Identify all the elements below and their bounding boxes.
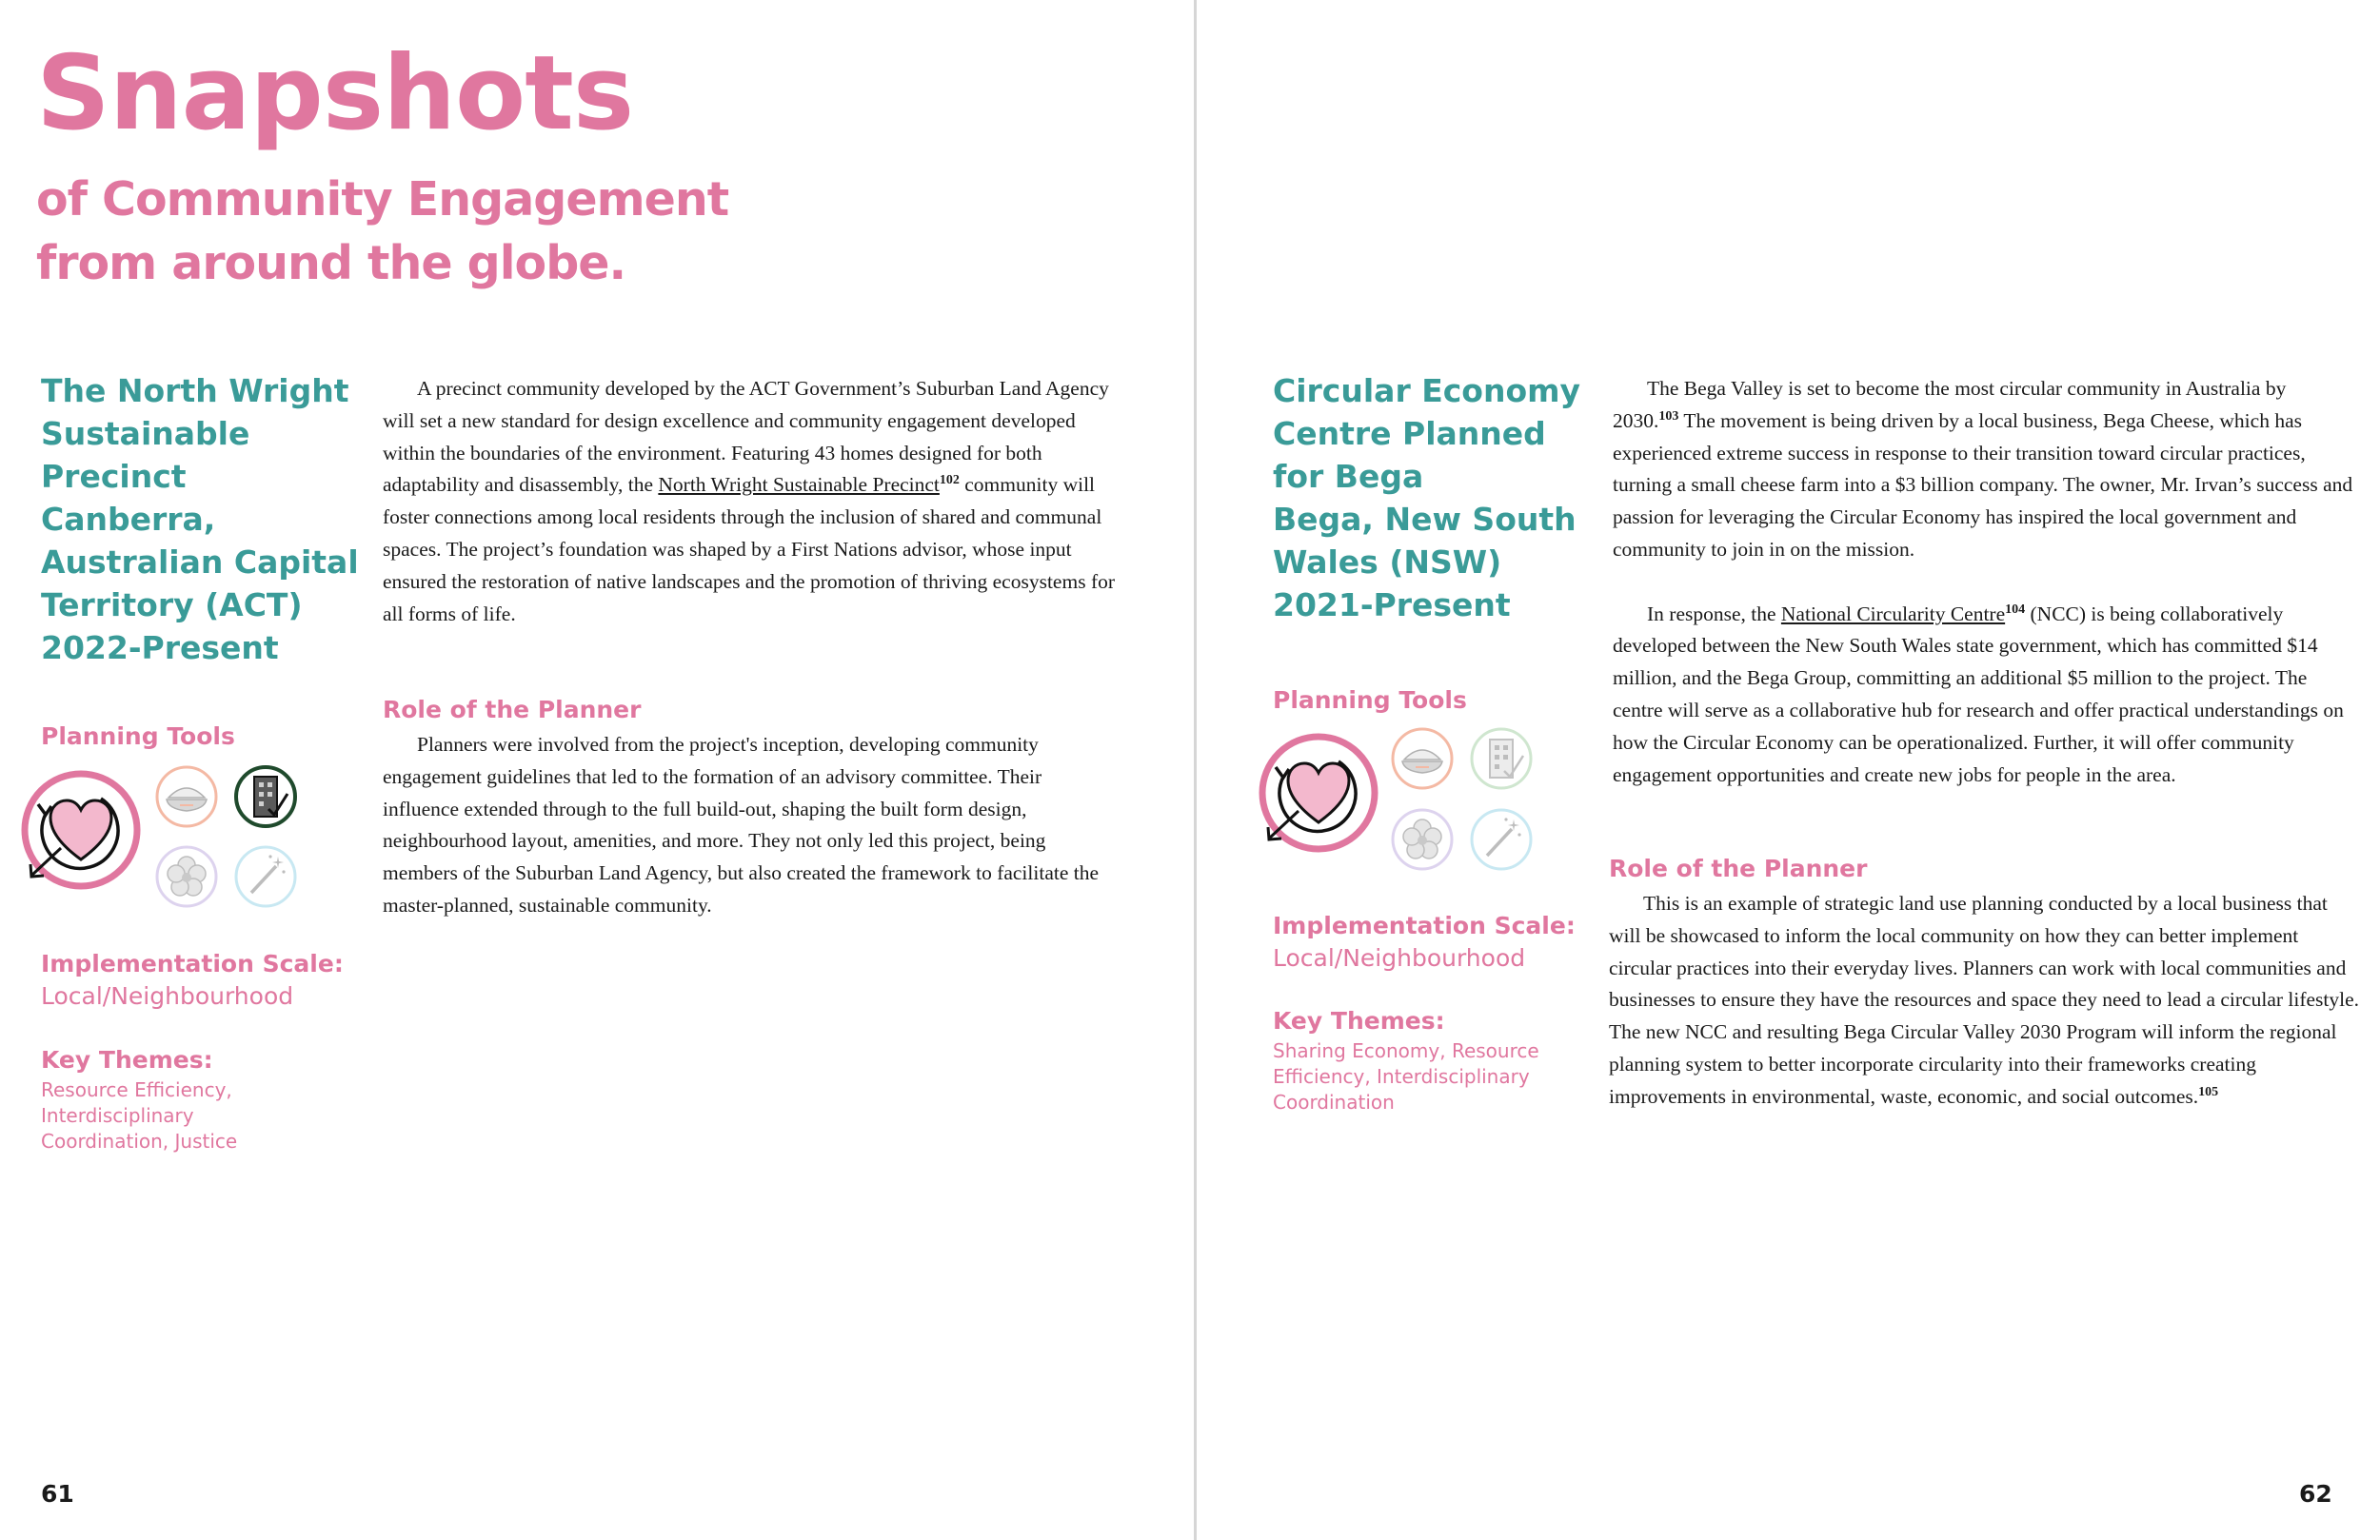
heading-line: 2021-Present — [1273, 586, 1511, 623]
building-icon — [232, 763, 299, 830]
theme-line: Resource Efficiency, — [41, 1078, 232, 1101]
role-paragraph: Planners were involved from the project's inception, developing community engagement guidelines that led to the formation of an advisory committee. Their influence extended through to the full build-out, shaping the built form design, neighbourhood layout, amenities, and more. They not only led this project, being members of the Suburban Land Agency, but also created the framework to facilitate the master-planned, sustainable community. — [383, 733, 1100, 917]
subtitle-line: from around the globe. — [36, 236, 626, 290]
heading-line: Territory (ACT) — [41, 586, 303, 623]
project-heading — [1273, 369, 1580, 626]
heading-line: 2022-Present — [41, 629, 279, 666]
theme-line: Coordination, Justice — [41, 1130, 238, 1153]
ncc-paragraph: In response, the National Circularity Centre$^{104}$ (NCC) is being collaboratively developed between the New South Wales state government, which has committed $14 million, and the Bega Group, committing an additional $5 million to the project. The centre will serve as a collaborative hub for research and offer practical understandings on how the Circular Economy can be operationalized. Further, it will offer community engagement opportunities and create new jobs for people in the area. — [1613, 602, 2344, 786]
role-paragraph-block — [383, 729, 1121, 922]
intro-paragraph: The Bega Valley is set to become the most circular community in Australia by 2030.$^{103}$ The movement is being driven by a local business, Bega Cheese, which has experienced extreme success in response to their transition toward circular practices, turning a small cheese farm into a $3 billion company. The owner, Mr. Irvan’s success and passion for leveraging the Circular Economy has inspired the local government and community to join in on the mission. — [1613, 377, 2353, 561]
theme-line: Sharing Economy, Resource — [1273, 1039, 1539, 1062]
intro-paragraph-block — [1613, 373, 2355, 791]
heading-line: Bega, New South — [1273, 501, 1577, 538]
role-of-planner-label: Role of the Planner — [1609, 855, 1868, 882]
heading-line: for Bega — [1273, 458, 1424, 495]
subtitle-line: of Community Engagement — [36, 172, 729, 227]
bowl-icon — [1389, 725, 1456, 792]
bowl-icon — [153, 763, 220, 830]
right-page — [1197, 0, 2380, 1540]
theme-line: Efficiency, Interdisciplinary — [1273, 1065, 1530, 1088]
heading-line: Wales (NSW) — [1273, 543, 1502, 581]
footnote-ref[interactable]: 103 — [1658, 408, 1679, 424]
intro-paragraph-block — [383, 373, 1121, 630]
implementation-scale-label: Implementation Scale: — [1273, 912, 1576, 939]
flower-icon — [153, 843, 220, 910]
implementation-scale-value: Local/Neighbourhood — [41, 982, 294, 1010]
planning-tools-label: Planning Tools — [41, 722, 235, 750]
page-number: 62 — [2299, 1480, 2332, 1508]
project-heading — [41, 369, 359, 669]
flower-icon — [1389, 806, 1456, 873]
heading-line: Precinct — [41, 458, 187, 495]
heading-line: Canberra, — [41, 501, 216, 538]
role-of-planner-label: Role of the Planner — [383, 696, 642, 723]
heart-circle-icon — [1257, 731, 1380, 855]
theme-line: Interdisciplinary — [41, 1104, 194, 1127]
heading-line: Circular Economy — [1273, 372, 1581, 409]
page-number: 61 — [41, 1480, 74, 1508]
page-title: Snapshots — [36, 34, 634, 153]
intro-paragraph: A precinct community developed by the ACT Government’s Suburban Land Agency will set a new standard for design excellence and community engagement developed within the boundaries of the environment. Featuring 43 homes designed for both adaptability and disassembly, the North Wright Sustainable Precinct$^{102}$ community will foster connections among local residents through the inclusion of shared and communal spaces. The project’s foundation was shaped by a First Nations advisor, whose input ensured the restoration of native landscapes and the promotion of thriving ecosystems for all forms of life. — [383, 377, 1116, 625]
building-icon — [1468, 725, 1535, 792]
key-themes-label: Key Themes: — [1273, 1007, 1445, 1035]
wand-icon — [232, 843, 299, 910]
implementation-scale-label: Implementation Scale: — [41, 950, 344, 977]
theme-line: Coordination — [1273, 1091, 1395, 1114]
wand-icon — [1468, 806, 1535, 873]
key-themes-list — [1273, 1038, 1539, 1116]
national-circularity-centre-link[interactable]: National Circularity Centre — [1780, 602, 2006, 625]
role-paragraph-block — [1609, 888, 2361, 1114]
heading-line: Australian Capital — [41, 543, 359, 581]
role-paragraph: This is an example of strategic land use planning conducted by a local business that will be showcased to inform the local community on how they can better implement circular practices into their everyday lives. Planners can work with local communities and businesses to ensure they have the resources and space they need to lead a circular lifestyle. The new NCC and resulting Bega Circular Valley 2030 Program will inform the regional planning system to better incorporate circularity into their frameworks creating improvements in environmental, waste, economic, and social outcomes.$^{105}$ — [1609, 892, 2360, 1108]
implementation-scale-value: Local/Neighbourhood — [1273, 944, 1526, 972]
key-themes-label: Key Themes: — [41, 1046, 213, 1074]
heading-line: Centre Planned — [1273, 415, 1546, 452]
planning-tools-label: Planning Tools — [1273, 686, 1467, 714]
heading-line: The North Wright — [41, 372, 349, 409]
key-themes-list — [41, 1077, 237, 1155]
footnote-ref[interactable]: 104 — [2005, 602, 2026, 617]
north-wright-link[interactable]: North Wright Sustainable Precinct — [658, 473, 940, 497]
footnote-ref[interactable]: 102 — [939, 473, 960, 488]
footnote-ref[interactable]: 105 — [2198, 1084, 2219, 1099]
page-subtitle — [36, 168, 728, 295]
heart-circle-icon — [19, 768, 143, 892]
heading-line: Sustainable — [41, 415, 250, 452]
